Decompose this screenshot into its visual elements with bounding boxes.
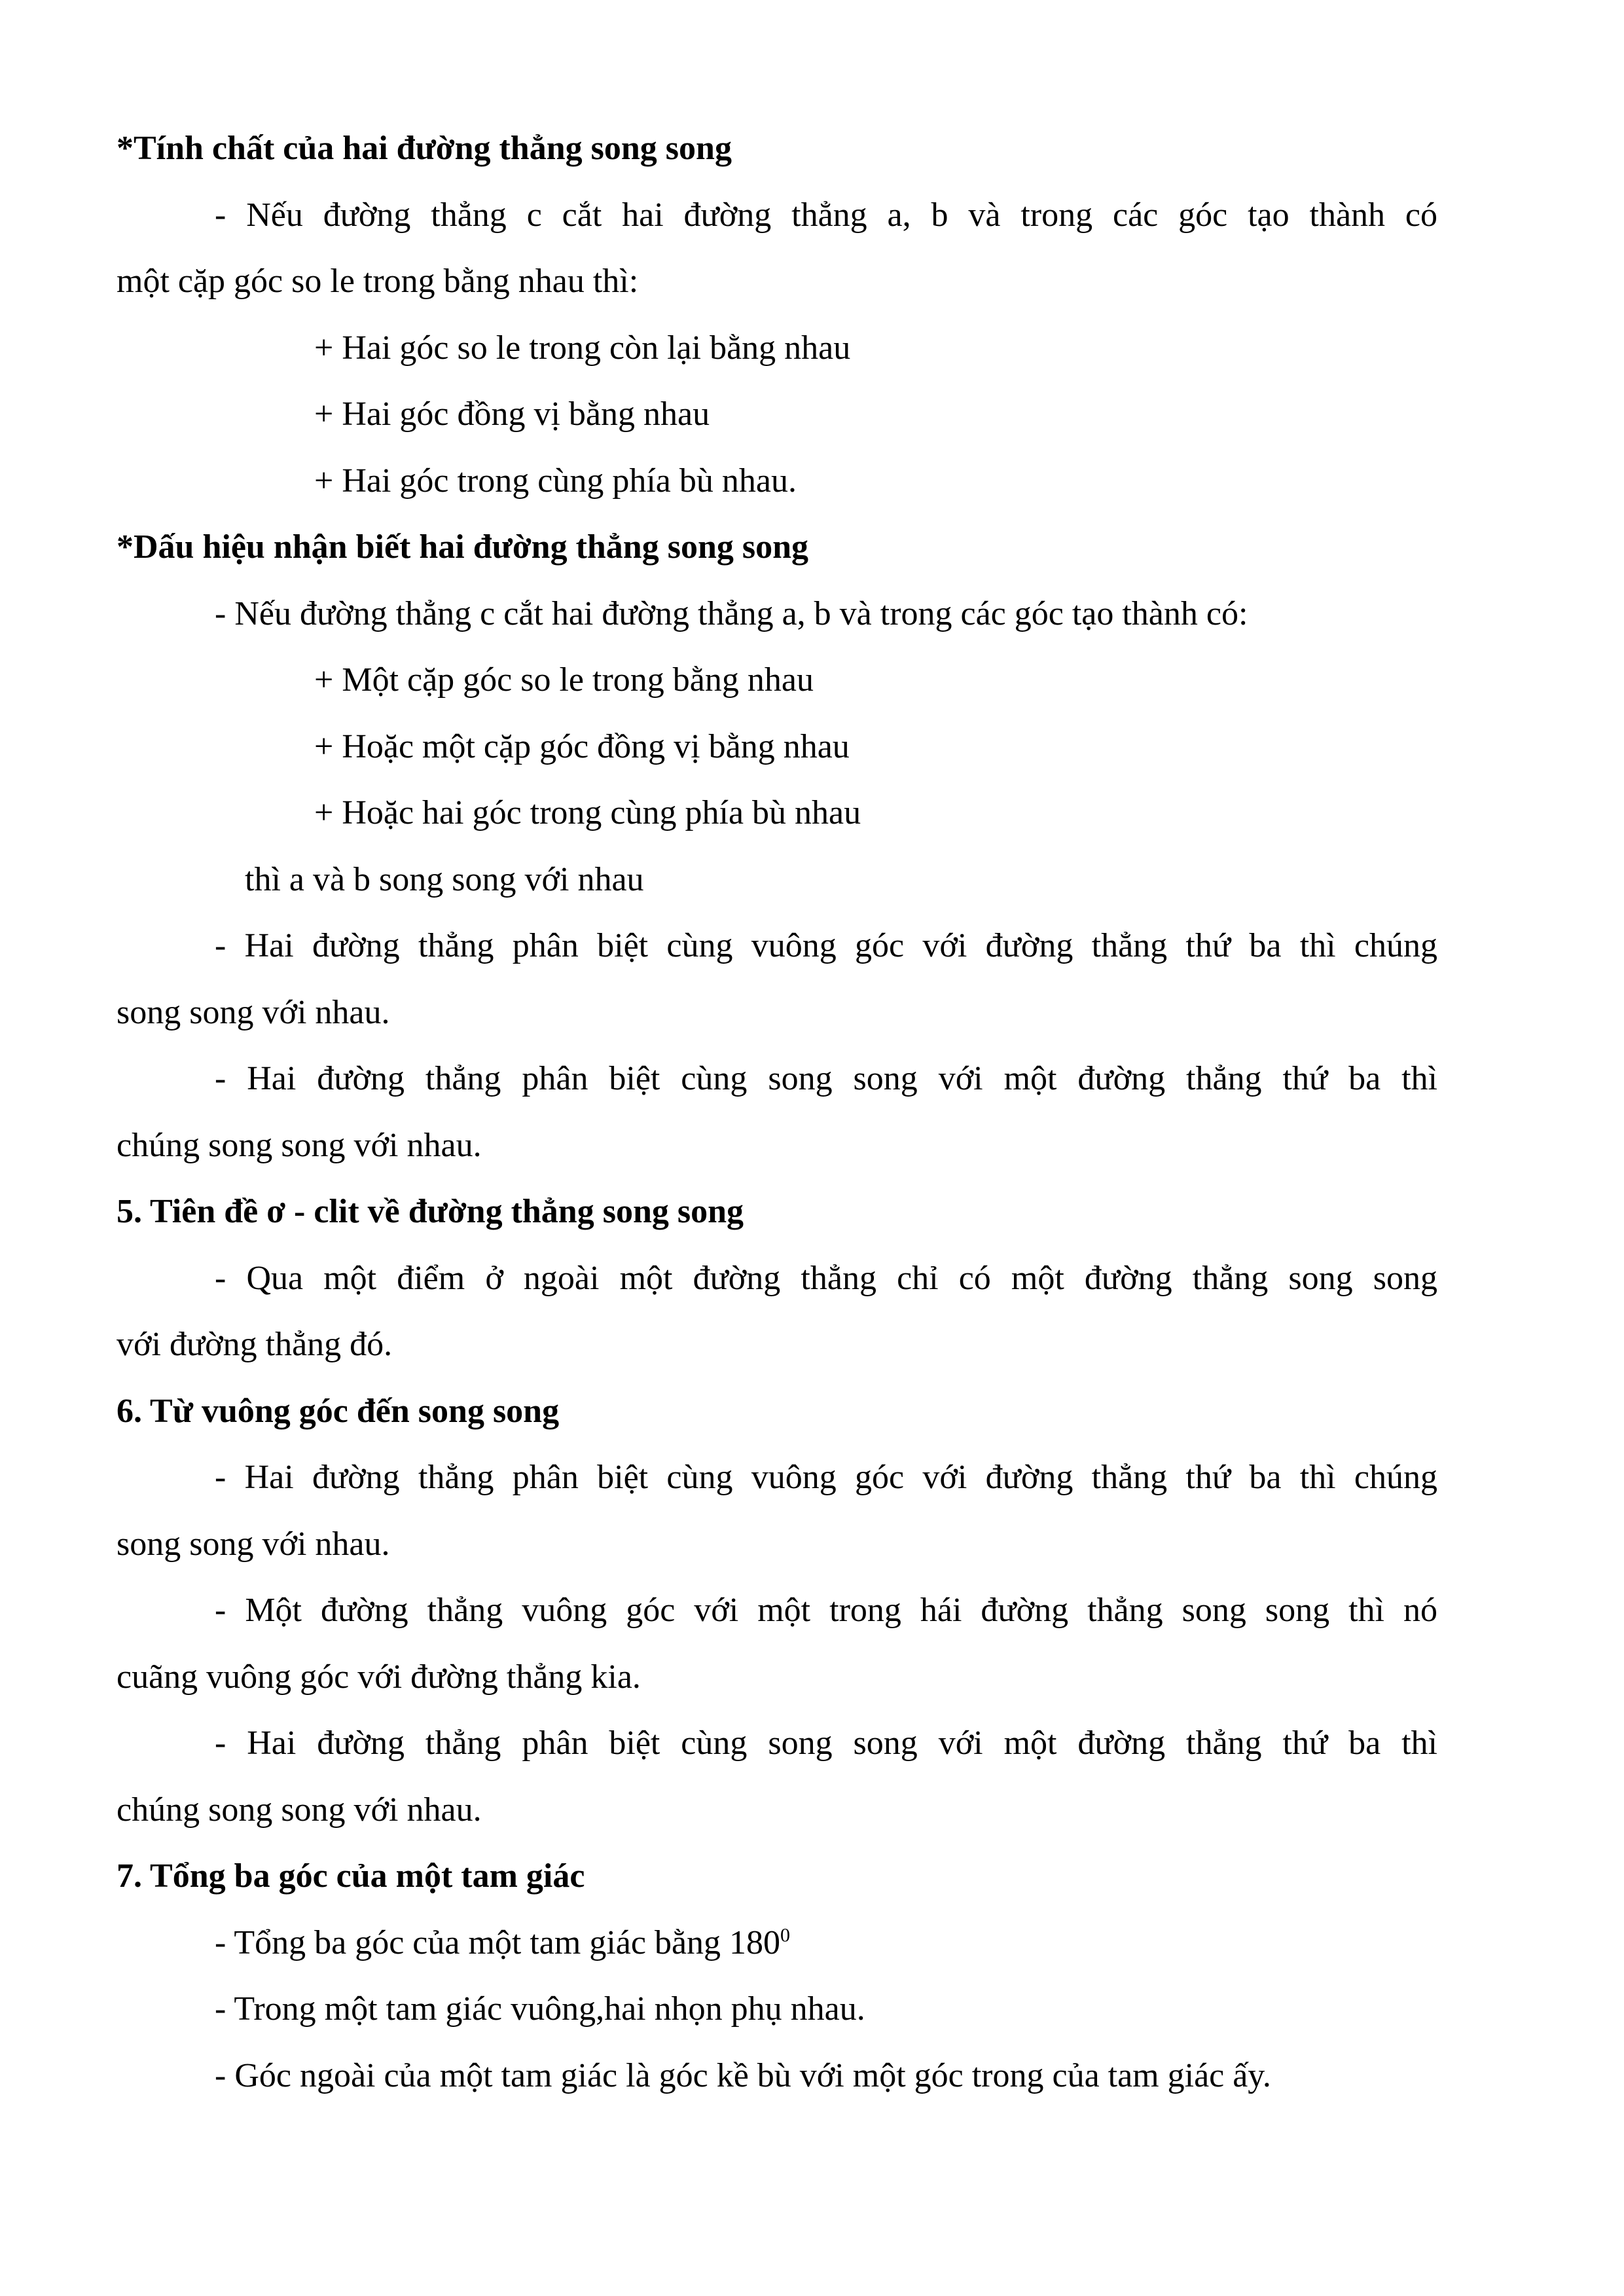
paragraph-line	[117, 1910, 1437, 1977]
angle-sum-text: - Tổng ba góc của một tam giác bằng 180	[215, 1923, 781, 1961]
paragraph-line: một cặp góc so le trong bằng nhau thì:	[117, 263, 639, 300]
list-item: + Hai góc so le trong còn lại bằng nhau	[314, 329, 851, 367]
degree-superscript: 0	[780, 1924, 791, 1946]
heading-section-7: 7. Tổng ba góc của một tam giác	[117, 1857, 585, 1895]
paragraph-line: - Hai đường thẳng phân biệt cùng song song với một đường thẳng thứ ba thì	[215, 1724, 1437, 1762]
paragraph-line: - Hai đường thẳng phân biệt cùng song song với một đường thẳng thứ ba thì	[215, 1060, 1437, 1097]
document-page	[117, 115, 1437, 2109]
list-item: + Hai góc đồng vị bằng nhau	[314, 395, 710, 433]
paragraph-line: - Nếu đường thẳng c cắt hai đường thẳng a, b và trong các góc tạo thành có	[215, 196, 1437, 234]
list-item: + Một cặp góc so le trong bằng nhau	[314, 661, 814, 699]
list-item: + Hoặc một cặp góc đồng vị bằng nhau	[314, 727, 850, 765]
paragraph-line: cuãng vuông góc với đường thẳng kia.	[117, 1658, 641, 1696]
paragraph-line: chúng song song với nhau.	[117, 1126, 482, 1164]
paragraph-line: - Hai đường thẳng phân biệt cùng vuông góc với đường thẳng thứ ba thì chúng	[215, 927, 1437, 964]
paragraph-line: thì a và b song song với nhau	[245, 860, 644, 898]
paragraph-line: chúng song song với nhau.	[117, 1791, 482, 1829]
paragraph-line: - Nếu đường thẳng c cắt hai đường thẳng a, b và trong các góc tạo thành có:	[215, 594, 1248, 632]
paragraph-line: - Qua một điểm ở ngoài một đường thẳng chỉ có một đường thẳng song song	[215, 1259, 1437, 1297]
heading-parallel-properties: *Tính chất của hai đường thẳng song song	[117, 130, 732, 167]
paragraph-line: song song với nhau.	[117, 993, 390, 1031]
list-item: + Hoặc hai góc trong cùng phía bù nhau	[314, 794, 861, 831]
paragraph-line: - Một đường thẳng vuông góc với một trong hái đường thẳng song song thì nó	[215, 1592, 1437, 1629]
heading-section-6: 6. Từ vuông góc đến song song	[117, 1392, 560, 1430]
paragraph-line: - Trong một tam giác vuông,hai nhọn phụ nhau.	[215, 1990, 865, 2028]
heading-section-5: 5. Tiên đề ơ - clit về đường thẳng song song	[117, 1193, 744, 1230]
list-item: + Hai góc trong cùng phía bù nhau.	[314, 462, 797, 500]
paragraph-line: song song với nhau.	[117, 1525, 390, 1563]
paragraph-line: - Góc ngoài của một tam giác là góc kề bù với một góc trong của tam giác ấy.	[215, 2056, 1271, 2094]
heading-parallel-signs: *Dấu hiệu nhận biết hai đường thẳng song song	[117, 528, 809, 566]
paragraph-line: - Hai đường thẳng phân biệt cùng vuông góc với đường thẳng thứ ba thì chúng	[215, 1459, 1437, 1496]
paragraph-line: với đường thẳng đó.	[117, 1326, 393, 1363]
